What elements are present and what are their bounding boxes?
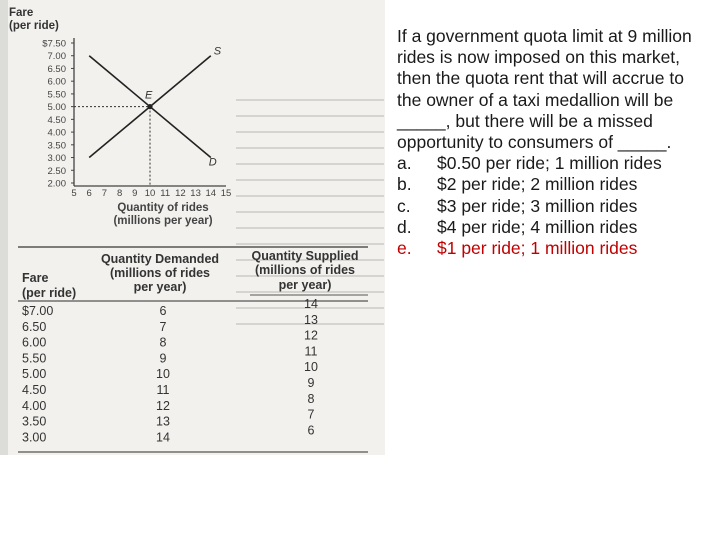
option-letter: d. xyxy=(397,216,412,237)
table-cell-qs: 10 xyxy=(304,360,318,375)
table-cell-qd: 9 xyxy=(159,351,167,366)
question-stem: If a government quota limit at 9 million rides is now imposed on this market, then the quota rent that will accrue to the owner of a taxi medallion will be _____, but there will be a missed opportunity to consumers of _____. xyxy=(397,26,692,153)
table-cell-fare: 6.00 xyxy=(22,335,47,350)
answer-option xyxy=(397,217,707,238)
y-tick-label: 2.00 xyxy=(47,178,66,190)
table-cell-fare: 4.00 xyxy=(22,398,47,413)
table-cell-qd: 11 xyxy=(156,383,170,397)
table-rows xyxy=(22,297,318,444)
table-cell-qd: 8 xyxy=(159,335,167,350)
x-axis-title-line1: Quantity of rides xyxy=(117,202,209,214)
table-cell-qs: 7 xyxy=(307,407,315,422)
answer-option xyxy=(397,196,707,217)
head-qd-line2: (millions of rides xyxy=(109,266,211,280)
y-axis-title-line2: (per ride) xyxy=(9,20,59,32)
table-cell-qd: 13 xyxy=(156,414,170,429)
y-tick-label: 4.50 xyxy=(47,114,66,126)
table-cell-qs: 12 xyxy=(304,328,318,343)
answer-option xyxy=(397,174,707,195)
x-tick-labels xyxy=(71,188,231,199)
option-text: $3 per ride; 3 million rides xyxy=(437,195,638,216)
y-tick-label: 5.00 xyxy=(47,102,66,114)
table-cell-qd: 7 xyxy=(159,319,167,334)
option-text: $0.50 per ride; 1 million rides xyxy=(437,153,662,174)
option-letter: e. xyxy=(397,238,412,259)
y-tick-label: 5.50 xyxy=(47,89,66,101)
head-qs-line2: (millions of rides xyxy=(254,263,356,277)
option-letter: a. xyxy=(397,153,412,174)
head-qd-line1: Quantity Demanded xyxy=(100,252,220,266)
x-tick-label: 9 xyxy=(132,188,138,199)
x-tick-label: 15 xyxy=(220,188,232,199)
answer-option xyxy=(397,238,707,259)
y-axis-title-line1: Fare xyxy=(9,7,34,19)
y-tick-labels xyxy=(42,39,74,190)
table-cell-qs: 13 xyxy=(304,312,318,327)
table-cell-qs: 11 xyxy=(304,344,318,359)
table-cell-fare: 5.00 xyxy=(22,367,47,382)
demand-label: D xyxy=(208,156,217,169)
option-text: $2 per ride; 2 million rides xyxy=(437,174,638,195)
head-qs-line1: Quantity Supplied xyxy=(251,249,359,263)
y-tick-label: 6.50 xyxy=(47,63,66,75)
table-cell-fare: $7.00 xyxy=(22,304,54,318)
head-fare-line1: Fare xyxy=(22,271,49,285)
answer-options xyxy=(397,153,707,259)
table-cell-qs: 8 xyxy=(307,391,315,406)
y-tick-label: 7.00 xyxy=(47,51,66,63)
equilibrium-point xyxy=(147,104,152,109)
table-cell-fare: 4.50 xyxy=(22,383,47,397)
y-tick-label: 6.00 xyxy=(47,76,66,88)
table-cell-fare: 3.00 xyxy=(22,430,47,445)
question-panel xyxy=(397,26,707,259)
table-cell-qd: 12 xyxy=(156,398,170,413)
table-cell-qd: 14 xyxy=(156,430,170,445)
table-cell-qs: 9 xyxy=(307,376,315,390)
table-cell-fare: 6.50 xyxy=(22,319,47,334)
head-qd-line3: per year) xyxy=(133,280,187,294)
table-cell-fare: 3.50 xyxy=(22,414,47,429)
scanned-figure xyxy=(0,0,385,455)
supply-demand-graph xyxy=(0,0,385,235)
table-cell-qs: 14 xyxy=(304,297,318,311)
y-tick-label: 3.00 xyxy=(47,153,66,165)
head-qs-line3: per year) xyxy=(278,278,332,292)
option-text: $1 per ride; 1 million rides xyxy=(437,238,638,259)
table-cell-qd: 10 xyxy=(156,367,170,382)
option-text: $4 per ride; 4 million rides xyxy=(437,216,638,237)
answer-option xyxy=(397,153,707,174)
x-tick-label: 10 xyxy=(144,188,156,199)
equilibrium-label: E xyxy=(145,89,153,102)
x-tick-label: 13 xyxy=(190,188,201,199)
x-tick-label: 8 xyxy=(116,188,123,199)
supply-demand-table xyxy=(0,235,385,455)
x-tick-label: 6 xyxy=(86,188,92,199)
x-tick-label: 12 xyxy=(175,188,186,199)
x-tick-label: 11 xyxy=(160,188,171,199)
table-cell-fare: 5.50 xyxy=(22,351,47,366)
y-tick-label: 2.50 xyxy=(47,165,66,177)
option-letter: b. xyxy=(397,174,412,195)
y-tick-label: 3.50 xyxy=(47,140,66,152)
head-fare-line2: (per ride) xyxy=(22,286,77,300)
option-letter: c. xyxy=(397,195,411,216)
table-cell-qs: 6 xyxy=(307,423,315,438)
curves xyxy=(74,46,222,186)
y-tick-label: $7.50 xyxy=(42,38,66,50)
x-tick-label: 5 xyxy=(71,188,77,199)
supply-label: S xyxy=(213,45,222,58)
table-cell-qd: 6 xyxy=(159,304,167,318)
x-axis-title-line2: (millions per year) xyxy=(113,215,213,227)
x-tick-label: 14 xyxy=(205,188,217,199)
x-tick-label: 7 xyxy=(101,188,108,199)
y-tick-label: 4.00 xyxy=(47,127,66,139)
